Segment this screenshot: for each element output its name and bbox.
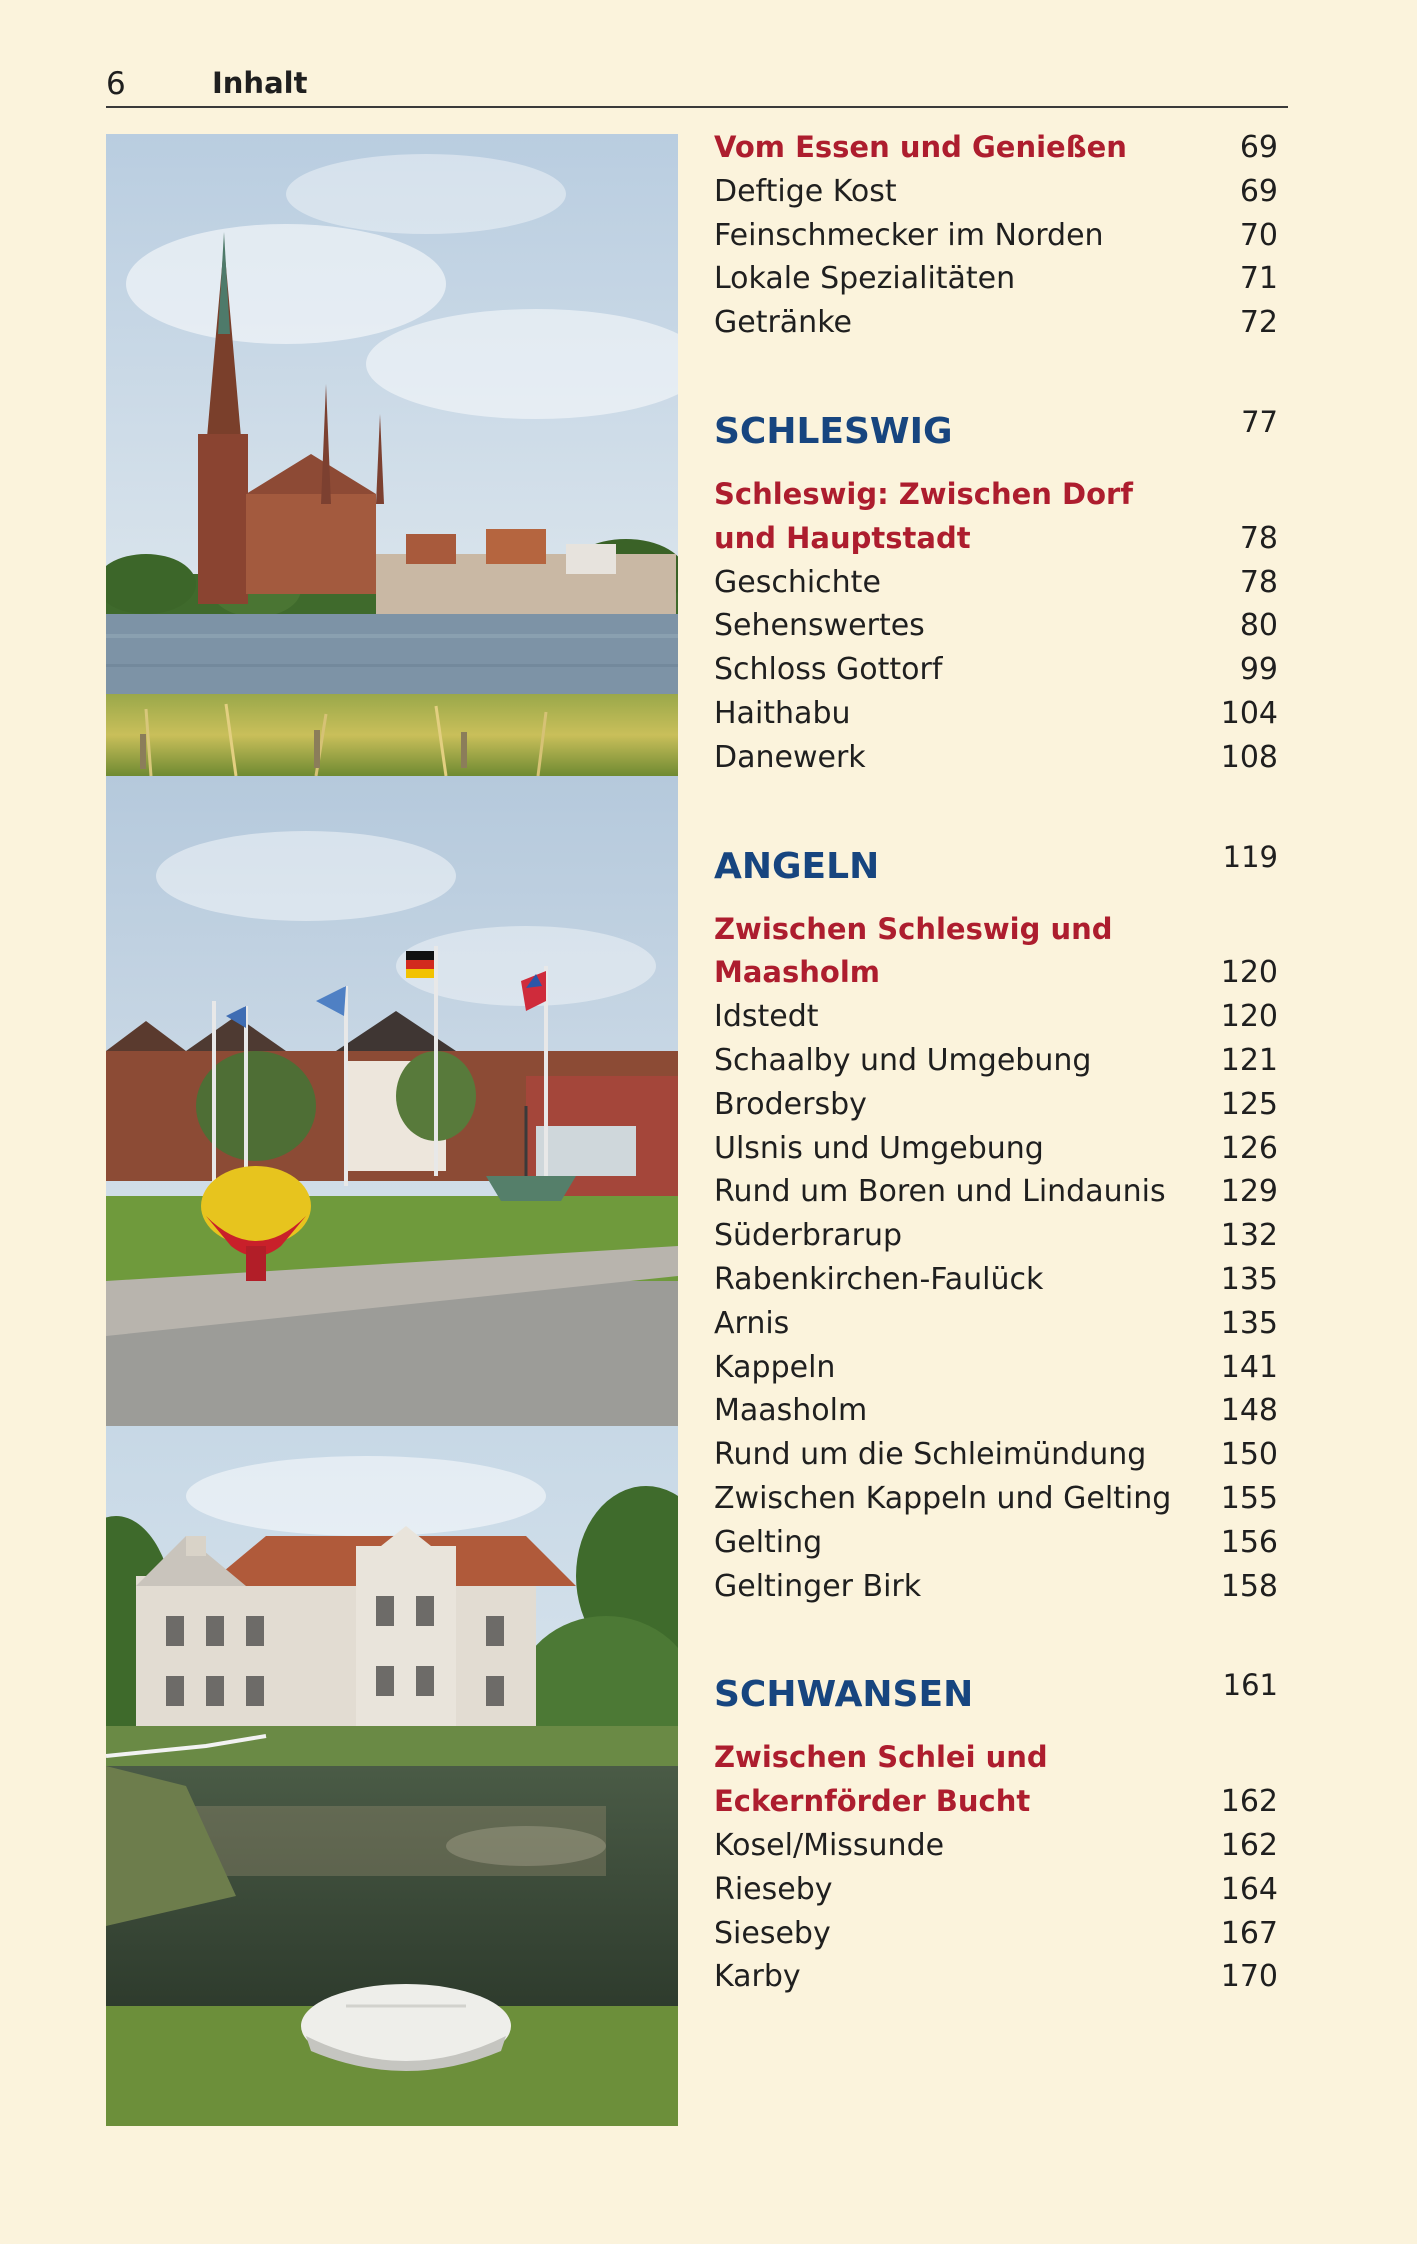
toc-entry	[714, 170, 1288, 214]
toc-label: Geltinger Birk	[714, 1568, 922, 1604]
toc-entry	[714, 1302, 1288, 1346]
toc-page-number: 162	[1220, 1784, 1278, 1820]
toc-entry	[714, 257, 1288, 301]
toc-label: Rabenkirchen-Faulück	[714, 1261, 1044, 1297]
toc-label: ANGELN	[714, 845, 880, 887]
toc-label: Karby	[714, 1959, 801, 1995]
toc-subheading	[714, 126, 1288, 170]
toc-page-number: 69	[1239, 130, 1278, 165]
toc-entry	[714, 1170, 1288, 1214]
toc-label: Kosel/Missunde	[714, 1827, 945, 1863]
toc-label: Feinschmecker im Norden	[714, 217, 1104, 253]
toc-label: Getränke	[714, 305, 852, 341]
header-title: Inhalt	[212, 66, 308, 100]
toc-page-number: 120	[1220, 955, 1278, 991]
toc-entry	[714, 736, 1288, 780]
toc-entry	[714, 648, 1288, 692]
toc-entry	[714, 1912, 1288, 1956]
toc-section	[714, 828, 1288, 908]
toc-label: SCHLESWIG	[714, 410, 953, 452]
toc-page-number: 78	[1239, 564, 1278, 600]
toc-entry	[714, 1955, 1288, 1999]
toc-page-number: 155	[1220, 1480, 1278, 1516]
toc-page-number: 119	[1222, 839, 1278, 874]
toc-subheading	[714, 1780, 1288, 1824]
toc-entry	[714, 1433, 1288, 1477]
toc-label: Haithabu	[714, 695, 851, 731]
toc-label: Schloss Gottorf	[714, 652, 943, 688]
toc-entry	[714, 995, 1288, 1039]
toc-entry	[714, 1521, 1288, 1565]
toc-page-number: 141	[1220, 1349, 1278, 1385]
toc-entry	[714, 1127, 1288, 1171]
toc-entry	[714, 1824, 1288, 1868]
toc-entry	[714, 1868, 1288, 1912]
toc-page-number: 126	[1220, 1130, 1278, 1166]
toc-label: Vom Essen und Genießen	[714, 130, 1127, 164]
photo-column	[106, 134, 678, 2126]
toc-subheading	[714, 951, 1288, 995]
toc-label: Schaalby und Umgebung	[714, 1042, 1092, 1078]
toc-entry	[714, 561, 1288, 605]
toc-page-number: 121	[1220, 1042, 1278, 1078]
toc-entry	[714, 1477, 1288, 1521]
toc-page-number: 70	[1239, 217, 1278, 253]
toc-page-number: 132	[1220, 1218, 1278, 1254]
toc-subheading	[714, 1736, 1288, 1780]
toc-subheading	[714, 517, 1288, 561]
toc-entry	[714, 1214, 1288, 1258]
toc-page-number: 125	[1220, 1086, 1278, 1122]
toc-entry	[714, 1565, 1288, 1609]
toc-page-number: 129	[1220, 1174, 1278, 1210]
toc-page-number: 164	[1220, 1871, 1278, 1907]
toc-label: Süderbrarup	[714, 1218, 903, 1254]
page-number: 6	[106, 66, 126, 102]
toc-label: Ulsnis und Umgebung	[714, 1130, 1044, 1166]
toc-entry	[714, 1346, 1288, 1390]
toc-page-number: 80	[1239, 608, 1278, 644]
toc-entry	[714, 604, 1288, 648]
toc-label: Rund um die Schleimündung	[714, 1437, 1147, 1473]
toc-label: Danewerk	[714, 739, 866, 775]
toc-label: Arnis	[714, 1305, 790, 1341]
toc-label: Brodersby	[714, 1086, 867, 1122]
photo-manor-pond	[106, 1426, 678, 2126]
toc-label: Deftige Kost	[714, 173, 897, 209]
toc-page-number: 71	[1239, 261, 1278, 297]
toc-page-number: 135	[1220, 1261, 1278, 1297]
toc-page-number: 135	[1220, 1305, 1278, 1341]
toc-label: Kappeln	[714, 1349, 836, 1385]
toc-section	[714, 1656, 1288, 1736]
toc-subheading	[714, 908, 1288, 952]
toc-label: Lokale Spezialitäten	[714, 261, 1016, 297]
toc-section	[714, 393, 1288, 473]
toc-label: Sehenswertes	[714, 608, 925, 644]
toc-label: Zwischen Schlei und	[714, 1740, 1048, 1775]
toc-page-number: 104	[1220, 695, 1278, 731]
toc-label: Maasholm	[714, 1393, 868, 1429]
toc-page-number: 69	[1239, 173, 1278, 209]
toc-label: Gelting	[714, 1524, 823, 1560]
toc-label: Eckernförder Bucht	[714, 1784, 1031, 1819]
photo-schleswig-cathedral	[106, 134, 678, 776]
toc-label: Maasholm	[714, 955, 880, 990]
toc-page-number: 158	[1220, 1568, 1278, 1604]
toc-page-number: 148	[1220, 1393, 1278, 1429]
toc-entry	[714, 214, 1288, 258]
page-header	[106, 62, 1288, 108]
toc-label: Sieseby	[714, 1915, 831, 1951]
toc-page-number: 150	[1220, 1437, 1278, 1473]
toc-page-number: 156	[1220, 1524, 1278, 1560]
toc-page-number: 161	[1222, 1668, 1278, 1703]
toc-entry	[714, 1039, 1288, 1083]
toc-page-number: 167	[1220, 1915, 1278, 1951]
toc-page-number: 108	[1220, 739, 1278, 775]
toc-page-number: 120	[1220, 999, 1278, 1035]
toc-page-number: 162	[1220, 1827, 1278, 1863]
toc-entry	[714, 301, 1288, 345]
toc-page-number: 77	[1241, 404, 1278, 439]
toc-label: Rieseby	[714, 1871, 833, 1907]
table-of-contents	[714, 126, 1288, 1999]
toc-label: und Hauptstadt	[714, 520, 971, 555]
toc-label: Geschichte	[714, 564, 881, 600]
toc-page-number: 78	[1239, 520, 1278, 556]
toc-label: Schleswig: Zwischen Dorf	[714, 476, 1133, 511]
toc-entry	[714, 1258, 1288, 1302]
toc-entry	[714, 1389, 1288, 1433]
toc-subheading	[714, 473, 1288, 517]
toc-page-number: 99	[1239, 652, 1278, 688]
toc-page-number: 170	[1220, 1959, 1278, 1995]
toc-page-number: 72	[1239, 305, 1278, 341]
toc-label: Zwischen Schleswig und	[714, 911, 1113, 946]
toc-label: Zwischen Kappeln und Gelting	[714, 1480, 1172, 1516]
toc-entry	[714, 1083, 1288, 1127]
toc-label: Rund um Boren und Lindaunis	[714, 1174, 1166, 1210]
toc-entry	[714, 692, 1288, 736]
toc-label: Idstedt	[714, 999, 819, 1035]
photo-harbour-flags	[106, 776, 678, 1426]
toc-label: SCHWANSEN	[714, 1674, 974, 1716]
